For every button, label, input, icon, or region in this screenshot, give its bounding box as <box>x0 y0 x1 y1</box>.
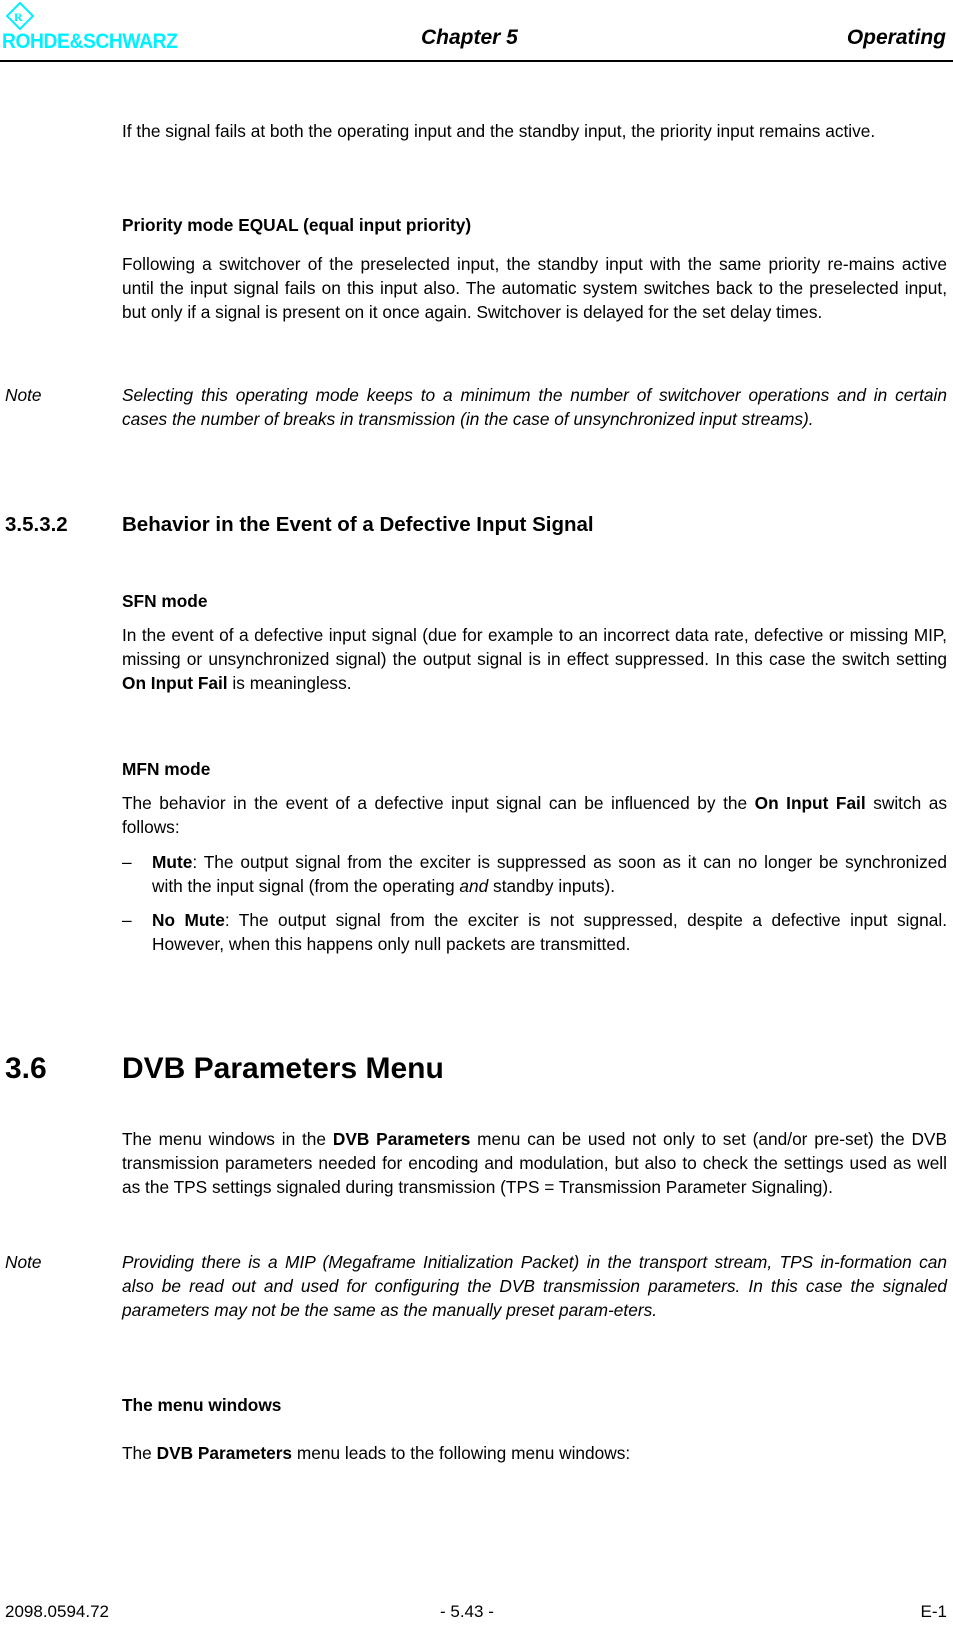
chapter-number: 3.6 <box>5 1052 47 1085</box>
text-run: In the event of a defective input signal (due for example to an incorrect data rate, defective or missing MIP, missing or unsynchronized signal) the output signal is in effect suppressed. In this case the switch setting <box>122 625 947 669</box>
subheading: Priority mode EQUAL (equal input priority) <box>122 215 472 235</box>
svg-text:R: R <box>14 10 23 24</box>
text-run: menu can be used not only to set (and/or pre-set) the DVB transmission parameters needed for encoding and modulation, but also to check the settings used as well as the TPS settings signaled during transmission (TPS = Transmission Parameter Signaling). <box>122 1129 947 1197</box>
paragraph: Following a switchover of the preselected input, the standby input with the same priority re-mains active until the input signal fails on this input also. The automatic system switches back to the preselected input, but only if a signal is present on it once again. Switchover is delayed for the set delay times. <box>122 254 947 322</box>
bold-term: On Input Fail <box>754 793 866 813</box>
note-label: Note <box>5 1252 42 1272</box>
chapter-label: Chapter 5 <box>421 26 518 49</box>
note-label: Note <box>5 385 42 405</box>
rohde-schwarz-logo <box>2 2 227 53</box>
text-run: menu leads to the following menu windows: <box>292 1443 631 1463</box>
edition: E-1 <box>920 1602 947 1621</box>
paragraph <box>122 791 947 839</box>
subheading: MFN mode <box>122 759 211 779</box>
bold-term: DVB Parameters <box>332 1129 471 1149</box>
section-label: Operating <box>846 26 946 49</box>
note-text: Providing there is a MIP (Megaframe Initialization Packet) in the transport stream, TPS in-formation can also be read out and used for configuring the DVB transmission parameters. In this case the signaled parameters may not be the same as the manually preset param-eters. <box>122 1252 947 1320</box>
chapter-title: DVB Parameters Menu <box>122 1052 444 1085</box>
text-run: switch as follows: <box>122 793 947 837</box>
list-item <box>122 850 947 898</box>
text-run: standby inputs). <box>488 876 616 896</box>
paragraph <box>122 1441 947 1465</box>
page-number: - 5.43 - <box>440 1602 494 1621</box>
bold-term: On Input Fail <box>122 673 228 693</box>
note-text: Selecting this operating mode keeps to a minimum the number of switchover operations and in certain cases the number of breaks in transmission (in the case of unsynchronized input streams). <box>122 385 947 429</box>
paragraph: If the signal fails at both the operating input and the standby input, the priority input remains active. <box>122 121 876 141</box>
bold-term: No Mute <box>152 910 225 930</box>
section-title: Behavior in the Event of a Defective Input Signal <box>122 513 594 536</box>
list-dash: – <box>122 910 132 930</box>
italic-term: and <box>459 876 489 896</box>
bold-term: Mute <box>152 852 193 872</box>
text-run: The <box>122 1443 157 1463</box>
text-run: : The output signal from the exciter is not suppressed, despite a defective input signal. However, when this happens only null packets are transmitted. <box>152 910 947 954</box>
logo-text: ROHDE&SCHWARZ <box>2 30 178 53</box>
list-item <box>122 908 947 956</box>
header-rule <box>0 60 953 62</box>
bold-term: DVB Parameters <box>156 1443 293 1463</box>
document-number: 2098.0594.72 <box>5 1602 109 1621</box>
text-run: The behavior in the event of a defective input signal can be influenced by the <box>122 793 755 813</box>
text-run: is meaningless. <box>227 673 352 693</box>
subheading: The menu windows <box>122 1395 282 1415</box>
section-number: 3.5.3.2 <box>5 513 68 536</box>
paragraph <box>122 1127 947 1199</box>
rs-diamond-icon <box>6 2 46 32</box>
text-run: The menu windows in the <box>122 1129 333 1149</box>
subheading: SFN mode <box>122 591 208 611</box>
list-dash: – <box>122 852 132 872</box>
paragraph <box>122 623 947 695</box>
text-run: : The output signal from the exciter is suppressed as soon as it can no longer be synchronized with the input signal (from the operating <box>152 852 947 896</box>
